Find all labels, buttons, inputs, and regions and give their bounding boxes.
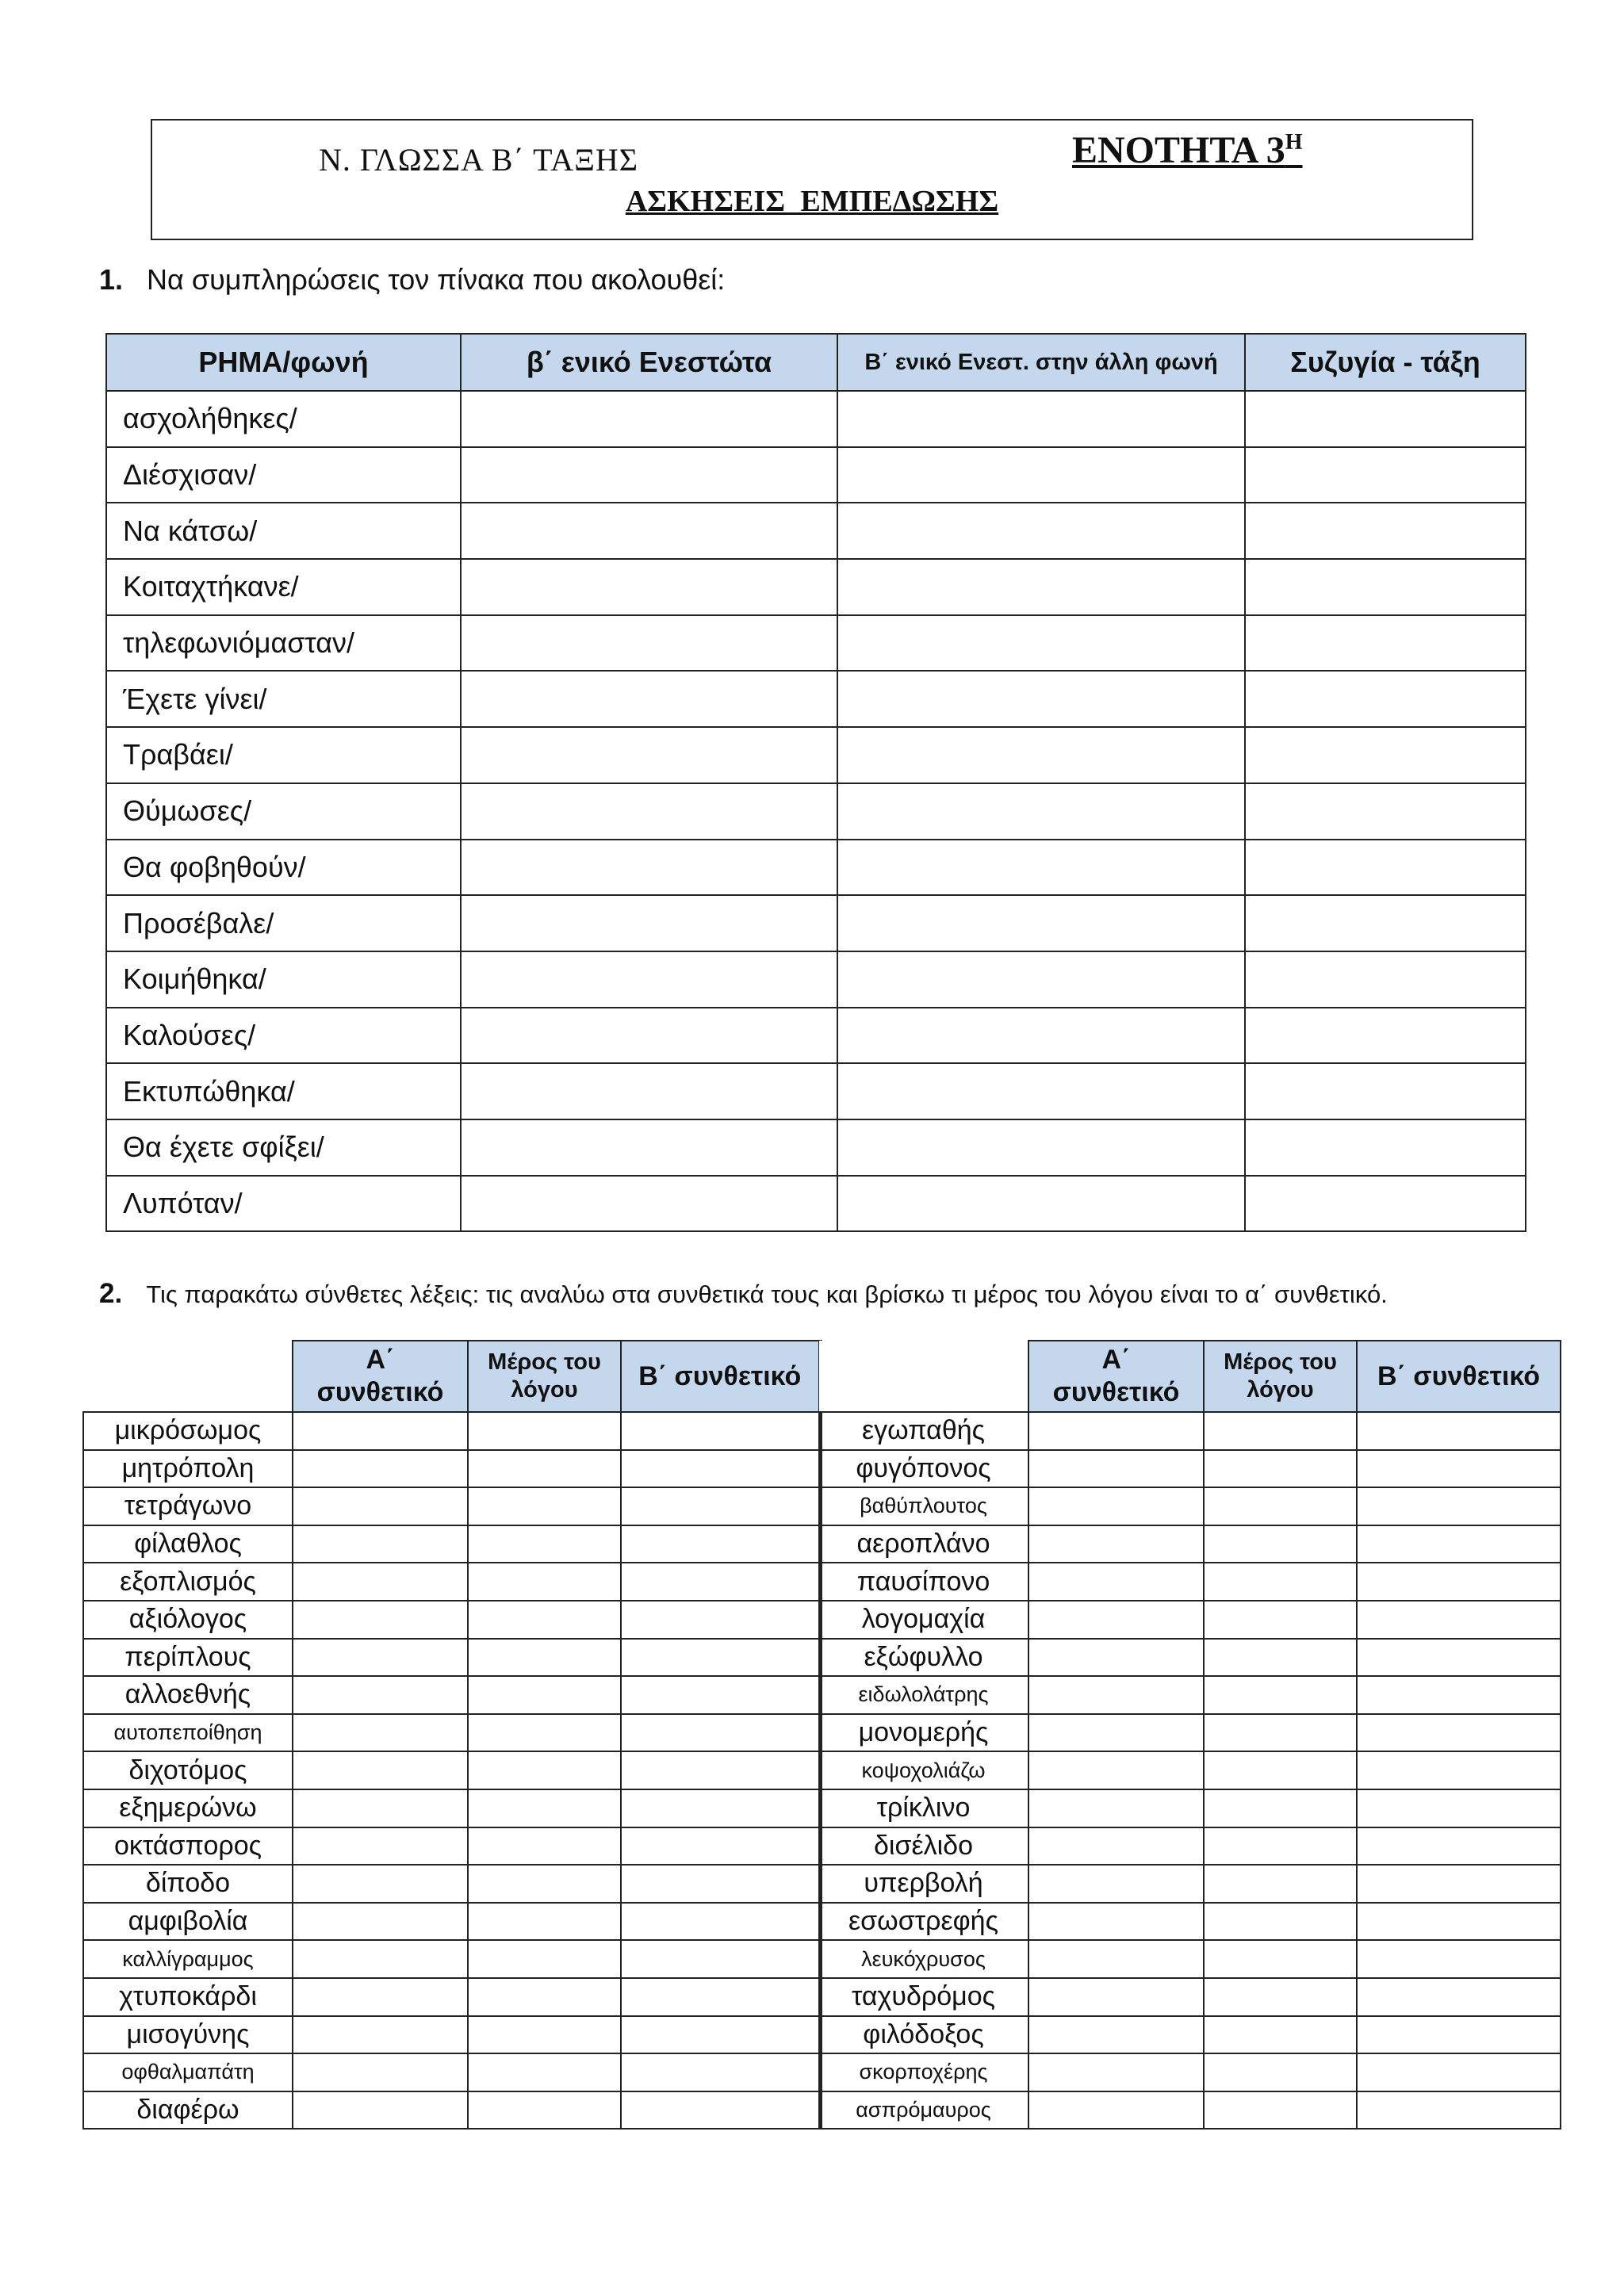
second-component-cell[interactable] xyxy=(621,1789,820,1827)
header-first-component: Α΄ συνθετικό xyxy=(1028,1341,1204,1412)
page-subtitle: ΑΣΚΗΣΕΙΣ ΕΜΠΕΔΩΣΗΣ xyxy=(625,185,999,218)
part-of-speech-cell[interactable] xyxy=(1204,2091,1357,2130)
compound-word-cell: εγωπαθής xyxy=(819,1412,1028,1450)
answer-other-voice-cell[interactable] xyxy=(837,615,1245,672)
answer-conjugation-cell[interactable] xyxy=(1245,783,1526,840)
answer-present-cell[interactable] xyxy=(461,615,837,672)
second-component-cell[interactable] xyxy=(1357,1639,1561,1677)
compound-word-cell: αξιόλογος xyxy=(83,1601,293,1639)
compound-word-cell: μητρόπολη xyxy=(83,1450,293,1488)
first-component-cell[interactable] xyxy=(1028,1903,1204,1941)
compound-row xyxy=(819,1865,1561,1903)
answer-conjugation-cell[interactable] xyxy=(1245,951,1526,1008)
second-component-cell[interactable] xyxy=(1357,1676,1561,1714)
verb-row xyxy=(106,1176,1526,1232)
answer-conjugation-cell[interactable] xyxy=(1245,503,1526,559)
compound-word-cell: φίλαθλος xyxy=(83,1525,293,1563)
exercise1-instruction xyxy=(99,263,725,297)
first-component-cell[interactable] xyxy=(293,1789,468,1827)
compound-word-cell: δίποδο xyxy=(83,1865,293,1903)
second-component-cell[interactable] xyxy=(621,1487,820,1525)
verb-cell: Καλούσες/ xyxy=(106,1008,461,1064)
compound-row xyxy=(819,1601,1561,1639)
part-of-speech-cell[interactable] xyxy=(468,1978,621,2016)
compound-row xyxy=(819,1525,1561,1563)
part-of-speech-cell[interactable] xyxy=(1204,1789,1357,1827)
verb-cell: Λυπόταν/ xyxy=(106,1176,461,1232)
compound-row xyxy=(83,1940,820,1978)
compound-word-cell: ασπρόμαυρος xyxy=(819,2091,1028,2130)
compound-row xyxy=(819,1827,1561,1866)
first-component-cell[interactable] xyxy=(1028,1978,1204,2016)
header-blank xyxy=(819,1341,1028,1412)
answer-present-cell[interactable] xyxy=(461,951,837,1008)
part-of-speech-cell[interactable] xyxy=(1204,1563,1357,1601)
verb-cell: Θύμωσες/ xyxy=(106,783,461,840)
verb-cell: Διέσχισαν/ xyxy=(106,447,461,503)
answer-present-cell[interactable] xyxy=(461,671,837,727)
second-component-cell[interactable] xyxy=(621,1865,820,1903)
second-component-cell[interactable] xyxy=(621,2016,820,2054)
part-of-speech-cell[interactable] xyxy=(468,1676,621,1714)
part-of-speech-cell[interactable] xyxy=(1204,1940,1357,1978)
compound-row xyxy=(83,1676,820,1714)
answer-other-voice-cell[interactable] xyxy=(837,840,1245,896)
second-component-cell[interactable] xyxy=(1357,1601,1561,1639)
second-component-cell[interactable] xyxy=(1357,1450,1561,1488)
compound-table-left xyxy=(82,1340,822,2130)
compound-word-cell: αυτοπεποίθηση xyxy=(83,1714,293,1752)
compound-word-cell: κοψοχολιάζω xyxy=(819,1751,1028,1789)
answer-other-voice-cell[interactable] xyxy=(837,1063,1245,1119)
second-component-cell[interactable] xyxy=(1357,2016,1561,2054)
compound-row xyxy=(83,2091,820,2130)
second-component-cell[interactable] xyxy=(1357,1412,1561,1450)
second-component-cell[interactable] xyxy=(1357,2091,1561,2130)
answer-present-cell[interactable] xyxy=(461,447,837,503)
answer-other-voice-cell[interactable] xyxy=(837,447,1245,503)
second-component-cell[interactable] xyxy=(621,1525,820,1563)
compound-row xyxy=(83,1978,820,2016)
compound-row xyxy=(83,1487,820,1525)
verb-table-header xyxy=(106,334,1526,391)
compound-word-cell: λογομαχία xyxy=(819,1601,1028,1639)
first-component-cell[interactable] xyxy=(293,2053,468,2091)
second-component-cell[interactable] xyxy=(621,1601,820,1639)
compound-row xyxy=(819,2091,1561,2130)
exercise1-number: 1. xyxy=(99,263,124,296)
compound-word-cell: σκορποχέρης xyxy=(819,2053,1028,2091)
part-of-speech-cell[interactable] xyxy=(1204,1450,1357,1488)
header-second-component: Β΄ συνθετικό xyxy=(621,1341,820,1412)
verb-row xyxy=(106,951,1526,1008)
first-component-cell[interactable] xyxy=(293,2091,468,2130)
answer-present-cell[interactable] xyxy=(461,727,837,783)
part-of-speech-cell[interactable] xyxy=(468,1412,621,1450)
compound-word-cell: υπερβολή xyxy=(819,1865,1028,1903)
compound-row xyxy=(819,1789,1561,1827)
first-component-cell[interactable] xyxy=(293,1563,468,1601)
second-component-cell[interactable] xyxy=(1357,1940,1561,1978)
compound-word-cell: παυσίπονο xyxy=(819,1563,1028,1601)
part-of-speech-cell[interactable] xyxy=(468,2016,621,2054)
second-component-cell[interactable] xyxy=(1357,1563,1561,1601)
answer-conjugation-cell[interactable] xyxy=(1245,727,1526,783)
part-of-speech-cell[interactable] xyxy=(1204,2016,1357,2054)
compound-row xyxy=(819,1487,1561,1525)
second-component-cell[interactable] xyxy=(1357,1789,1561,1827)
compound-table-header xyxy=(819,1341,1561,1412)
answer-conjugation-cell[interactable] xyxy=(1245,895,1526,951)
compound-word-cell: δισέλιδο xyxy=(819,1827,1028,1866)
compound-word-cell: διχοτόμος xyxy=(83,1751,293,1789)
second-component-cell[interactable] xyxy=(1357,1487,1561,1525)
first-component-cell[interactable] xyxy=(293,1827,468,1866)
subject-title: Ν. ΓΛΩΣΣΑ Β΄ ΤΑΞΗΣ xyxy=(319,142,639,178)
verb-row xyxy=(106,671,1526,727)
first-component-cell[interactable] xyxy=(1028,1639,1204,1677)
answer-other-voice-cell[interactable] xyxy=(837,951,1245,1008)
verb-row xyxy=(106,391,1526,447)
header-first-component: Α΄ συνθετικό xyxy=(293,1341,468,1412)
header-second-component: Β΄ συνθετικό xyxy=(1357,1341,1561,1412)
first-component-cell[interactable] xyxy=(1028,1487,1204,1525)
verb-cell: Να κάτσω/ xyxy=(106,503,461,559)
compound-row xyxy=(83,1865,820,1903)
compound-row xyxy=(83,1639,820,1677)
compound-row xyxy=(83,1903,820,1941)
compound-row xyxy=(819,1903,1561,1941)
compound-row xyxy=(83,1563,820,1601)
answer-conjugation-cell[interactable] xyxy=(1245,1008,1526,1064)
second-component-cell[interactable] xyxy=(1357,1978,1561,2016)
second-component-cell[interactable] xyxy=(621,1903,820,1941)
part-of-speech-cell[interactable] xyxy=(1204,1903,1357,1941)
answer-conjugation-cell[interactable] xyxy=(1245,615,1526,672)
compound-row xyxy=(83,1789,820,1827)
second-component-cell[interactable] xyxy=(1357,1751,1561,1789)
compound-row xyxy=(819,1751,1561,1789)
verb-cell: ασχολήθηκες/ xyxy=(106,391,461,447)
second-component-cell[interactable] xyxy=(1357,1714,1561,1752)
first-component-cell[interactable] xyxy=(293,1639,468,1677)
second-component-cell[interactable] xyxy=(1357,2053,1561,2091)
first-component-cell[interactable] xyxy=(293,1450,468,1488)
answer-conjugation-cell[interactable] xyxy=(1245,1176,1526,1232)
second-component-cell[interactable] xyxy=(1357,1827,1561,1866)
second-component-cell[interactable] xyxy=(621,1751,820,1789)
second-component-cell[interactable] xyxy=(1357,1865,1561,1903)
second-component-cell[interactable] xyxy=(621,1563,820,1601)
verb-row xyxy=(106,783,1526,840)
first-component-cell[interactable] xyxy=(293,1601,468,1639)
second-component-cell[interactable] xyxy=(621,1827,820,1866)
first-component-cell[interactable] xyxy=(1028,1676,1204,1714)
part-of-speech-cell[interactable] xyxy=(1204,1487,1357,1525)
verb-row xyxy=(106,840,1526,896)
header-conjugation: Συζυγία - τάξη xyxy=(1245,334,1526,391)
compound-word-cell: μισογύνης xyxy=(83,2016,293,2054)
compound-word-cell: εξοπλισμός xyxy=(83,1563,293,1601)
answer-present-cell[interactable] xyxy=(461,1063,837,1119)
part-of-speech-cell[interactable] xyxy=(468,1563,621,1601)
compound-row xyxy=(819,1563,1561,1601)
compound-word-cell: εσωστρεφής xyxy=(819,1903,1028,1941)
compound-row xyxy=(83,1751,820,1789)
first-component-cell[interactable] xyxy=(1028,2016,1204,2054)
part-of-speech-cell[interactable] xyxy=(468,2053,621,2091)
first-component-cell[interactable] xyxy=(1028,1865,1204,1903)
first-component-cell[interactable] xyxy=(1028,1751,1204,1789)
verb-row xyxy=(106,895,1526,951)
first-component-cell[interactable] xyxy=(1028,1601,1204,1639)
compound-row xyxy=(819,1639,1561,1677)
compound-row xyxy=(819,2053,1561,2091)
compound-word-cell: εξώφυλλο xyxy=(819,1639,1028,1677)
compound-word-cell: λευκόχρυσος xyxy=(819,1940,1028,1978)
answer-other-voice-cell[interactable] xyxy=(837,783,1245,840)
compound-row xyxy=(819,1978,1561,2016)
answer-present-cell[interactable] xyxy=(461,1008,837,1064)
second-component-cell[interactable] xyxy=(621,1412,820,1450)
part-of-speech-cell[interactable] xyxy=(468,1903,621,1941)
verb-cell: Θα φοβηθούν/ xyxy=(106,840,461,896)
answer-present-cell[interactable] xyxy=(461,559,837,615)
first-component-cell[interactable] xyxy=(293,1487,468,1525)
part-of-speech-cell[interactable] xyxy=(1204,1865,1357,1903)
answer-conjugation-cell[interactable] xyxy=(1245,840,1526,896)
compound-row xyxy=(819,1676,1561,1714)
second-component-cell[interactable] xyxy=(621,1450,820,1488)
answer-other-voice-cell[interactable] xyxy=(837,895,1245,951)
answer-other-voice-cell[interactable] xyxy=(837,391,1245,447)
second-component-cell[interactable] xyxy=(621,1940,820,1978)
second-component-cell[interactable] xyxy=(621,1978,820,2016)
verb-cell: Εκτυπώθηκα/ xyxy=(106,1063,461,1119)
part-of-speech-cell[interactable] xyxy=(468,1789,621,1827)
exercise1-text: Να συμπληρώσεις τον πίνακα που ακολουθεί: xyxy=(147,263,726,296)
answer-present-cell[interactable] xyxy=(461,1176,837,1232)
compound-word-cell: μικρόσωμος xyxy=(83,1412,293,1450)
first-component-cell[interactable] xyxy=(293,1714,468,1752)
answer-other-voice-cell[interactable] xyxy=(837,1176,1245,1232)
verb-table xyxy=(105,333,1526,1232)
verb-cell: Θα έχετε σφίξει/ xyxy=(106,1119,461,1176)
unit-title: ΕΝΟΤΗΤΑ $3^H$ xyxy=(1072,129,1303,171)
second-component-cell[interactable] xyxy=(621,1714,820,1752)
compound-word-cell: χτυποκάρδι xyxy=(83,1978,293,2016)
part-of-speech-cell[interactable] xyxy=(1204,1639,1357,1677)
first-component-cell[interactable] xyxy=(293,1525,468,1563)
second-component-cell[interactable] xyxy=(1357,1903,1561,1941)
header-part-of-speech: Μέρος του λόγου xyxy=(1204,1341,1357,1412)
verb-row xyxy=(106,615,1526,672)
header-verb-voice: ΡΗΜΑ/φωνή xyxy=(106,334,461,391)
verb-row xyxy=(106,503,1526,559)
compound-word-cell: μονομερής xyxy=(819,1714,1028,1752)
verb-row xyxy=(106,1008,1526,1064)
first-component-cell[interactable] xyxy=(1028,1563,1204,1601)
compound-word-cell: ειδωλολάτρης xyxy=(819,1676,1028,1714)
part-of-speech-cell[interactable] xyxy=(1204,1525,1357,1563)
part-of-speech-cell[interactable] xyxy=(1204,1978,1357,2016)
second-component-cell[interactable] xyxy=(621,2053,820,2091)
answer-conjugation-cell[interactable] xyxy=(1245,391,1526,447)
compound-row xyxy=(83,2053,820,2091)
verb-cell: Έχετε γίνει/ xyxy=(106,671,461,727)
verb-cell: Τραβάει/ xyxy=(106,727,461,783)
compound-word-cell: οφθαλμαπάτη xyxy=(83,2053,293,2091)
first-component-cell[interactable] xyxy=(293,1940,468,1978)
header-part-of-speech: Μέρος του λόγου xyxy=(468,1341,621,1412)
compound-row xyxy=(819,1940,1561,1978)
part-of-speech-cell[interactable] xyxy=(1204,1714,1357,1752)
first-component-cell[interactable] xyxy=(293,1978,468,2016)
answer-conjugation-cell[interactable] xyxy=(1245,1119,1526,1176)
compound-word-cell: οκτάσπορος xyxy=(83,1827,293,1866)
first-component-cell[interactable] xyxy=(293,1412,468,1450)
first-component-cell[interactable] xyxy=(1028,2053,1204,2091)
part-of-speech-cell[interactable] xyxy=(1204,2053,1357,2091)
second-component-cell[interactable] xyxy=(621,1639,820,1677)
answer-present-cell[interactable] xyxy=(461,895,837,951)
compound-row xyxy=(83,1450,820,1488)
compound-word-cell: αεροπλάνο xyxy=(819,1525,1028,1563)
part-of-speech-cell[interactable] xyxy=(468,1601,621,1639)
compound-row xyxy=(83,1412,820,1450)
verb-row xyxy=(106,447,1526,503)
verb-cell: Κοιταχτήκανε/ xyxy=(106,559,461,615)
answer-present-cell[interactable] xyxy=(461,840,837,896)
verb-cell: Προσέβαλε/ xyxy=(106,895,461,951)
first-component-cell[interactable] xyxy=(293,1865,468,1903)
part-of-speech-cell[interactable] xyxy=(468,1639,621,1677)
verb-row xyxy=(106,1119,1526,1176)
compound-word-cell: ταχυδρόμος xyxy=(819,1978,1028,2016)
compound-word-cell: εξημερώνω xyxy=(83,1789,293,1827)
answer-other-voice-cell[interactable] xyxy=(837,671,1245,727)
first-component-cell[interactable] xyxy=(1028,2091,1204,2130)
first-component-cell[interactable] xyxy=(1028,1940,1204,1978)
part-of-speech-cell[interactable] xyxy=(468,1865,621,1903)
first-component-cell[interactable] xyxy=(293,1751,468,1789)
first-component-cell[interactable] xyxy=(1028,1412,1204,1450)
part-of-speech-cell[interactable] xyxy=(1204,1751,1357,1789)
first-component-cell[interactable] xyxy=(1028,1525,1204,1563)
part-of-speech-cell[interactable] xyxy=(1204,1412,1357,1450)
exercise2-number: 2. xyxy=(99,1278,123,1309)
first-component-cell[interactable] xyxy=(1028,1789,1204,1827)
second-component-cell[interactable] xyxy=(621,1676,820,1714)
compound-word-cell: διαφέρω xyxy=(83,2091,293,2130)
answer-present-cell[interactable] xyxy=(461,783,837,840)
compound-row xyxy=(83,1525,820,1563)
verb-row xyxy=(106,727,1526,783)
compound-word-cell: φιλόδοξος xyxy=(819,2016,1028,2054)
compound-table-header xyxy=(83,1341,820,1412)
part-of-speech-cell[interactable] xyxy=(468,2091,621,2130)
compound-word-cell: αμφιβολία xyxy=(83,1903,293,1941)
second-component-cell[interactable] xyxy=(621,2091,820,2130)
first-component-cell[interactable] xyxy=(293,2016,468,2054)
part-of-speech-cell[interactable] xyxy=(468,1751,621,1789)
answer-present-cell[interactable] xyxy=(461,391,837,447)
part-of-speech-cell[interactable] xyxy=(468,1450,621,1488)
compound-row xyxy=(819,2016,1561,2054)
answer-present-cell[interactable] xyxy=(461,1119,837,1176)
compound-row xyxy=(83,1601,820,1639)
first-component-cell[interactable] xyxy=(1028,1450,1204,1488)
verb-row xyxy=(106,1063,1526,1119)
answer-other-voice-cell[interactable] xyxy=(837,1119,1245,1176)
part-of-speech-cell[interactable] xyxy=(468,1525,621,1563)
answer-present-cell[interactable] xyxy=(461,503,837,559)
header-blank xyxy=(83,1341,293,1412)
compound-word-cell: περίπλους xyxy=(83,1639,293,1677)
compound-row xyxy=(83,1714,820,1752)
exercise2-instruction xyxy=(99,1278,1388,1310)
verb-row xyxy=(106,559,1526,615)
verb-cell: τηλεφωνιόμασταν/ xyxy=(106,615,461,672)
compound-row xyxy=(819,1714,1561,1752)
part-of-speech-cell[interactable] xyxy=(468,1827,621,1866)
exercise2-text: Τις παρακάτω σύνθετες λέξεις: τις αναλύω στα συνθετικά τους και βρίσκω τι μέρος του λόγου είναι το α΄ συνθετικό. xyxy=(146,1280,1388,1308)
part-of-speech-cell[interactable] xyxy=(1204,1676,1357,1714)
header-box xyxy=(151,119,1473,240)
compound-word-cell: φυγόπονος xyxy=(819,1450,1028,1488)
compound-row xyxy=(83,2016,820,2054)
answer-conjugation-cell[interactable] xyxy=(1245,447,1526,503)
first-component-cell[interactable] xyxy=(293,1903,468,1941)
answer-conjugation-cell[interactable] xyxy=(1245,671,1526,727)
compound-word-cell: βαθύπλουτος xyxy=(819,1487,1028,1525)
answer-conjugation-cell[interactable] xyxy=(1245,559,1526,615)
part-of-speech-cell[interactable] xyxy=(468,1940,621,1978)
first-component-cell[interactable] xyxy=(1028,1827,1204,1866)
compound-table-right xyxy=(819,1340,1561,2130)
part-of-speech-cell[interactable] xyxy=(1204,1827,1357,1866)
verb-cell: Κοιμήθηκα/ xyxy=(106,951,461,1008)
answer-other-voice-cell[interactable] xyxy=(837,503,1245,559)
compound-word-cell: τετράγωνο xyxy=(83,1487,293,1525)
second-component-cell[interactable] xyxy=(1357,1525,1561,1563)
compound-word-cell: τρίκλινο xyxy=(819,1789,1028,1827)
answer-other-voice-cell[interactable] xyxy=(837,559,1245,615)
first-component-cell[interactable] xyxy=(1028,1714,1204,1752)
header-other-voice: Β΄ ενικό Ενεστ. στην άλλη φωνή xyxy=(837,334,1245,391)
part-of-speech-cell[interactable] xyxy=(468,1714,621,1752)
part-of-speech-cell[interactable] xyxy=(1204,1601,1357,1639)
answer-other-voice-cell[interactable] xyxy=(837,727,1245,783)
compound-row xyxy=(819,1412,1561,1450)
header-second-singular-present: β΄ ενικό Ενεστώτα xyxy=(461,334,837,391)
compound-word-cell: καλλίγραμμος xyxy=(83,1940,293,1978)
compound-row xyxy=(83,1827,820,1866)
answer-other-voice-cell[interactable] xyxy=(837,1008,1245,1064)
compound-word-cell: αλλοεθνής xyxy=(83,1676,293,1714)
compound-row xyxy=(819,1450,1561,1488)
first-component-cell[interactable] xyxy=(293,1676,468,1714)
answer-conjugation-cell[interactable] xyxy=(1245,1063,1526,1119)
part-of-speech-cell[interactable] xyxy=(468,1487,621,1525)
